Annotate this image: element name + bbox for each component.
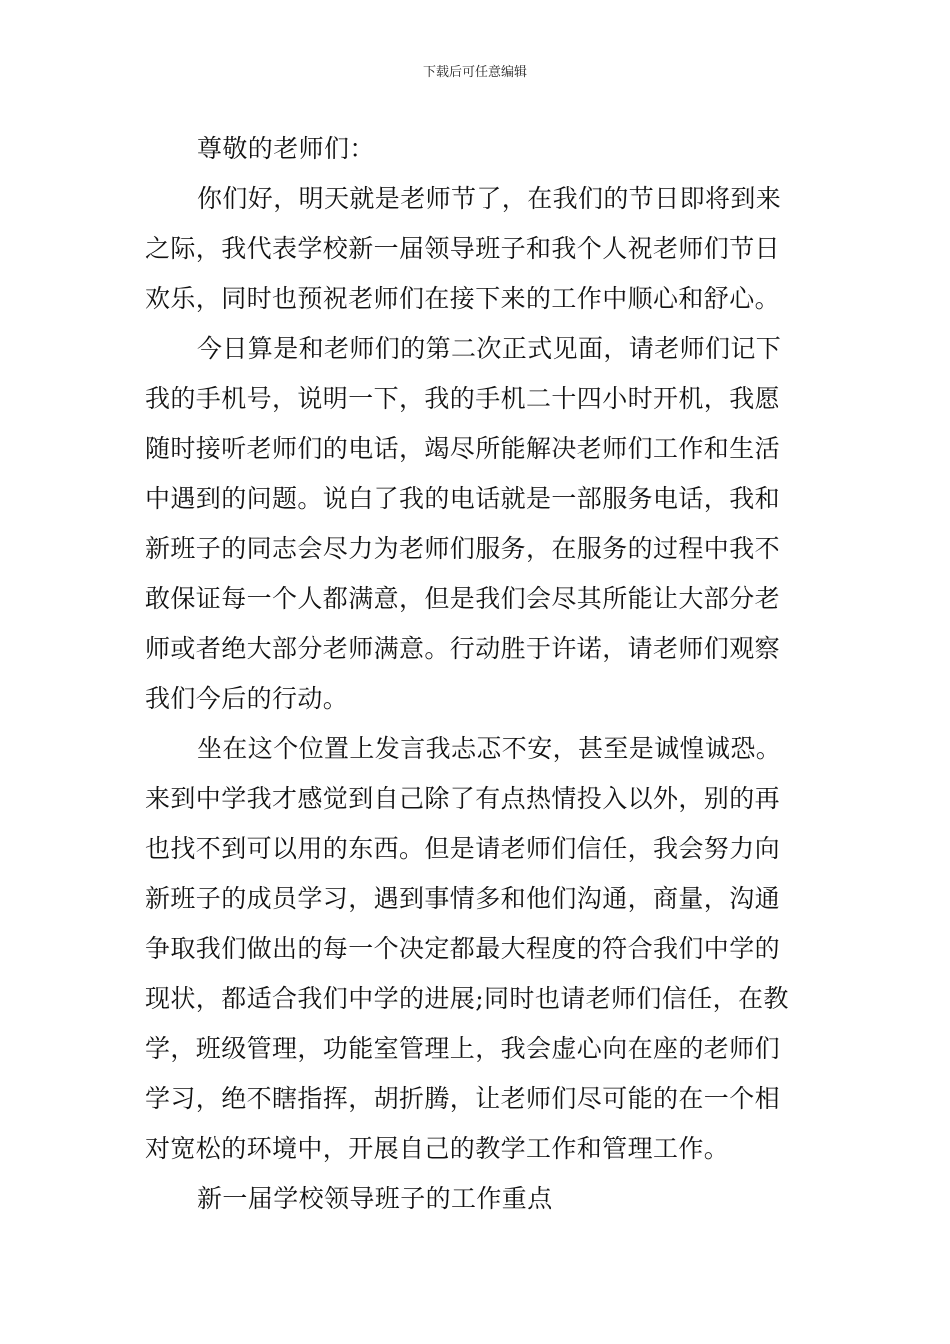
paragraph-line: 随时接听老师们的电话，竭尽所能解决老师们工作和生活 bbox=[145, 434, 781, 463]
paragraph-line: 来到中学我才感觉到自己除了有点热情投入以外，别的再 bbox=[145, 784, 781, 813]
paragraph-line: 我们今后的行动。 bbox=[145, 684, 349, 713]
paragraph-line: 敢保证每一个人都满意，但是我们会尽其所能让大部分老 bbox=[145, 584, 781, 613]
document-body bbox=[145, 124, 810, 1224]
paragraph-line: 我的手机号，说明一下，我的手机二十四小时开机，我愿 bbox=[145, 384, 781, 413]
paragraph-line: 你们好，明天就是老师节了，在我们的节日即将到来 bbox=[197, 184, 782, 213]
paragraph-line: 欢乐，同时也预祝老师们在接下来的工作中顺心和舒心。 bbox=[145, 284, 781, 313]
paragraph-line: 新班子的成员学习，遇到事情多和他们沟通，商量，沟通 bbox=[145, 884, 781, 913]
paragraph-line: 今日算是和老师们的第二次正式见面，请老师们记下 bbox=[197, 334, 782, 363]
section-heading-line: 新一届学校领导班子的工作重点 bbox=[197, 1184, 553, 1213]
paragraph-line: 争取我们做出的每一个决定都最大程度的符合我们中学的 bbox=[145, 934, 781, 963]
paragraph-line: 也找不到可以用的东西。但是请老师们信任，我会努力向 bbox=[145, 834, 781, 863]
page-header: 下载后可任意编辑 bbox=[422, 65, 527, 80]
salutation-line: 尊敬的老师们： bbox=[197, 134, 375, 163]
paragraph-line: 坐在这个位置上发言我忐忑不安，甚至是诚惶诚恐。 bbox=[197, 734, 782, 763]
paragraph-line: 中遇到的问题。说白了我的电话就是一部服务电话，我和 bbox=[145, 484, 781, 513]
paragraph-line: 对宽松的环境中，开展自己的教学工作和管理工作。 bbox=[145, 1134, 730, 1163]
paragraph-line: 学，班级管理，功能室管理上，我会虚心向在座的老师们 bbox=[145, 1034, 781, 1063]
paragraph-line: 师或者绝大部分老师满意。行动胜于许诺，请老师们观察 bbox=[145, 634, 781, 663]
paragraph-line: 之际，我代表学校新一届领导班子和我个人祝老师们节日 bbox=[145, 234, 781, 263]
paragraph-line: 现状，都适合我们中学的进展;同时也请老师们信任，在教 bbox=[145, 984, 789, 1013]
paragraph-line: 新班子的同志会尽力为老师们服务，在服务的过程中我不 bbox=[145, 534, 781, 563]
paragraph-line: 学习，绝不瞎指挥，胡折腾，让老师们尽可能的在一个相 bbox=[145, 1084, 781, 1113]
